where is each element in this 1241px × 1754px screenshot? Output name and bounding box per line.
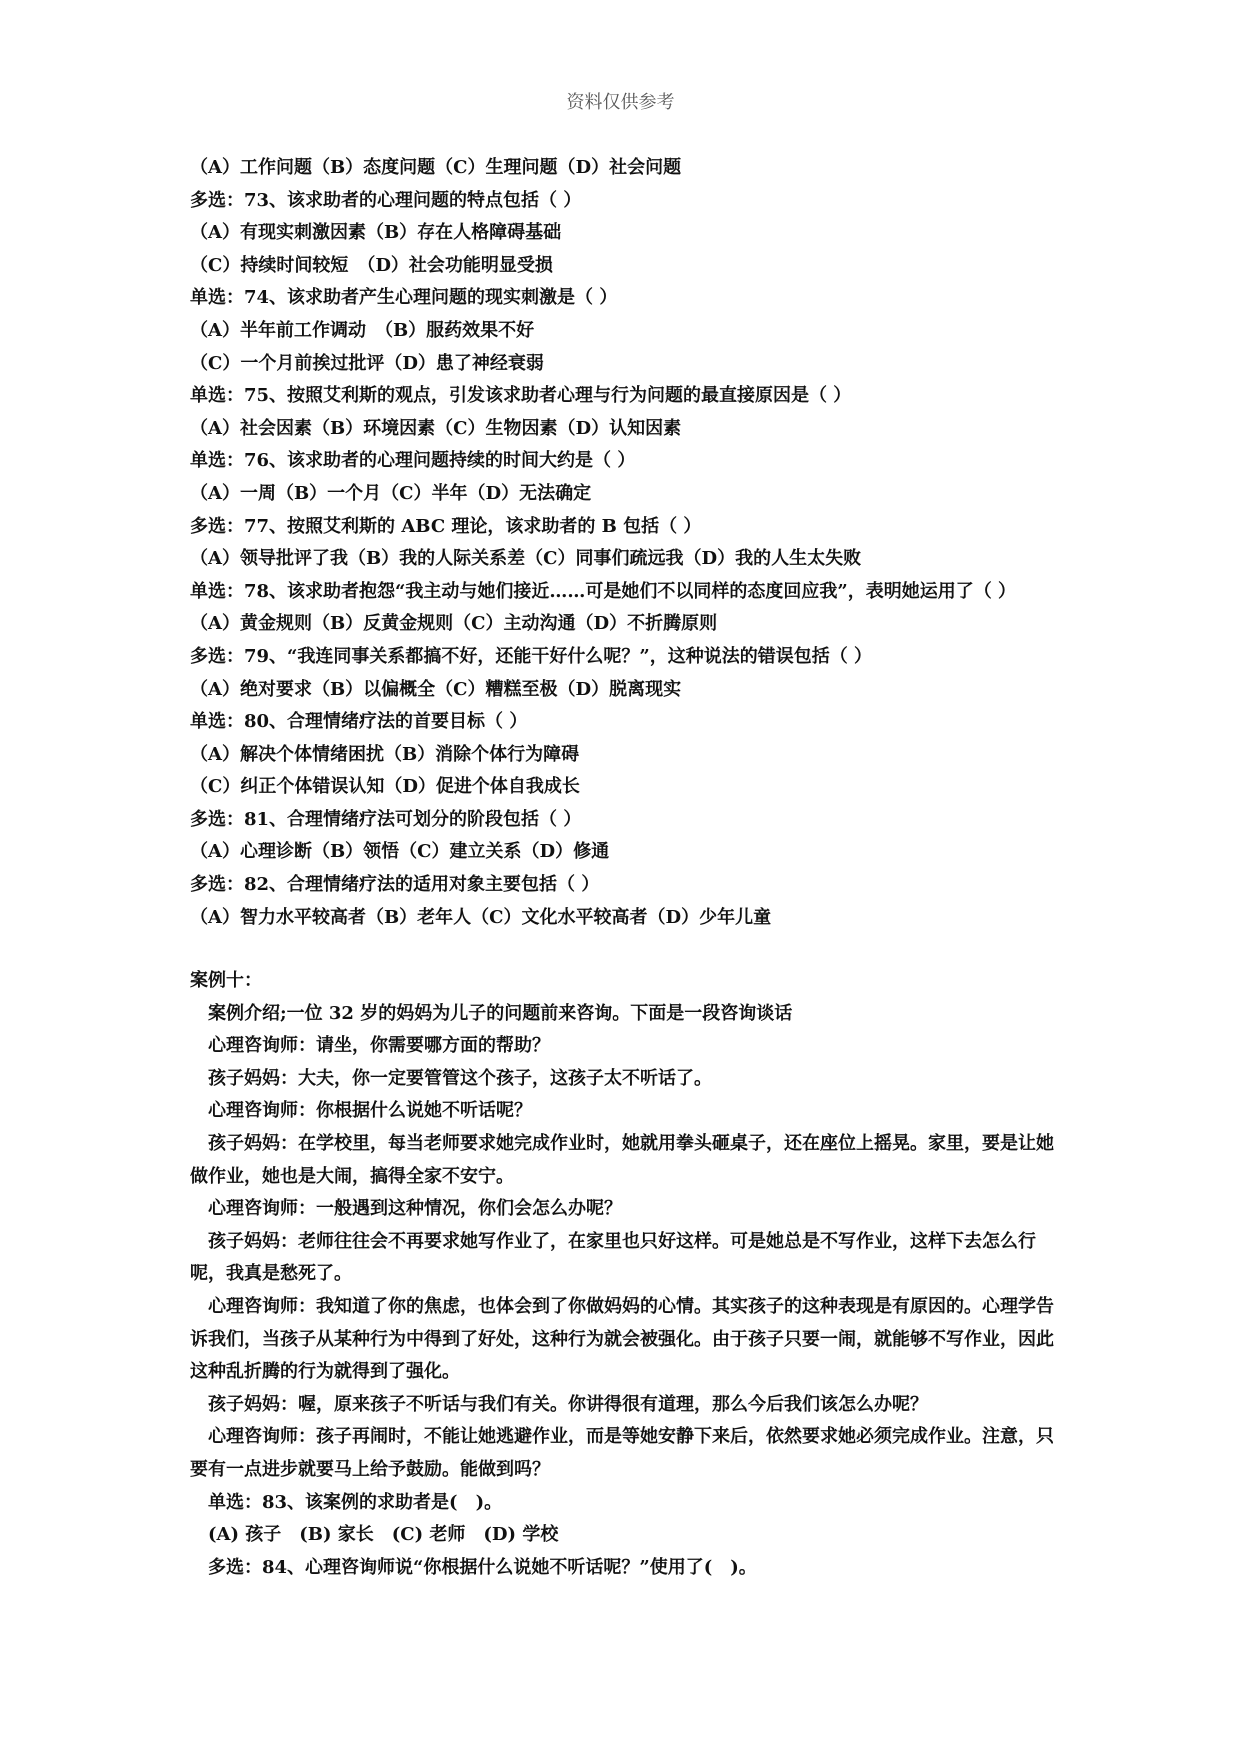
question-line: （A）社会因素（B）环境因素（C）生物因素（D）认知因素 xyxy=(190,417,682,439)
case-question: 多选：84、心理咨询师说“你根据什么说她不听话呢？”使用了( )。 xyxy=(208,1556,757,1578)
question-line: 多选：79、“我连同事关系都搞不好，还能干好什么呢？”，这种说法的错误包括（ ） xyxy=(190,645,873,667)
case-options: (A) 孩子 (B) 家长 (C) 老师 (D) 学校 xyxy=(208,1524,559,1546)
case-paragraph: 心理咨询师：一般遇到这种情况，你们会怎么办呢？ xyxy=(208,1198,622,1220)
question-list xyxy=(190,152,1060,934)
question-line: （C）纠正个体错误认知（D）促进个体自我成长 xyxy=(190,776,580,798)
question-line: （A）半年前工作调动 （B）服药效果不好 xyxy=(190,319,535,341)
question-line: 多选：73、该求助者的心理问题的特点包括（ ） xyxy=(190,189,582,211)
case-section xyxy=(190,965,1060,1584)
question-line: 单选：75、按照艾利斯的观点，引发该求助者心理与行为问题的最直接原因是（ ） xyxy=(190,385,852,407)
question-line: （C）持续时间较短 （D）社会功能明显受损 xyxy=(190,254,553,276)
case-paragraph: 案例介绍;一位 32 岁的妈妈为儿子的问题前来咨询。下面是一段咨询谈话 xyxy=(208,1002,793,1024)
question-line: （A）工作问题（B）态度问题（C）生理问题（D）社会问题 xyxy=(190,157,682,178)
question-line: （A）智力水平较高者（B）老年人（C）文化水平较高者（D）少年儿童 xyxy=(190,906,772,928)
case-paragraph: 孩子妈妈：喔，原来孩子不听话与我们有关。你讲得很有道理，那么今后我们该怎么办呢？ xyxy=(208,1393,928,1415)
question-line: 多选：82、合理情绪疗法的适用对象主要包括（ ） xyxy=(190,874,600,896)
question-line: 多选：81、合理情绪疗法可划分的阶段包括（ ） xyxy=(190,808,582,830)
case-paragraph: 孩子妈妈：在学校里，每当老师要求她完成作业时，她就用拳头砸桌子，还在座位上摇晃。家里，要是让她做作业，她也是大闹，搞得全家不安宁。 xyxy=(190,1132,1054,1187)
question-line: （A）绝对要求（B）以偏概全（C）糟糕至极（D）脱离现实 xyxy=(190,678,682,700)
question-line: 单选：76、该求助者的心理问题持续的时间大约是（ ） xyxy=(190,450,636,472)
question-line: （A）有现实刺激因素（B）存在人格障碍基础 xyxy=(190,222,562,244)
question-line: （C）一个月前挨过批评（D）患了神经衰弱 xyxy=(190,352,544,374)
question-line: 单选：80、合理情绪疗法的首要目标（ ） xyxy=(190,711,528,733)
question-line: （A）领导批评了我（B）我的人际关系差（C）同事们疏远我（D）我的人生太失败 xyxy=(190,548,862,570)
case-paragraph: 心理咨询师：孩子再闹时，不能让她逃避作业，而是等她安静下来后，依然要求她必须完成作业。注意，只要有一点进步就要马上给予鼓励。能做到吗？ xyxy=(190,1426,1054,1480)
case-title: 案例十： xyxy=(190,970,262,991)
case-paragraph: 孩子妈妈：大夫，你一定要管管这个孩子，这孩子太不听话了。 xyxy=(208,1067,712,1089)
case-question: 单选：83、该案例的求助者是( )。 xyxy=(208,1491,503,1513)
case-paragraph: 心理咨询师：你根据什么说她不听话呢？ xyxy=(208,1100,532,1122)
question-line: 单选：78、该求助者抱怨“我主动与她们接近……可是她们不以同样的态度回应我”，表明她运用了（ ） xyxy=(190,580,1017,602)
page-header: 资料仅供参考 xyxy=(566,92,675,113)
question-line: 多选：77、按照艾利斯的 ABC 理论，该求助者的 B 包括（ ） xyxy=(190,515,702,537)
case-paragraph: 孩子妈妈：老师往往会不再要求她写作业了，在家里也只好这样。可是她总是不写作业，这样下去怎么行呢，我真是愁死了。 xyxy=(190,1230,1036,1285)
question-line: （A）心理诊断（B）领悟（C）建立关系（D）修通 xyxy=(190,841,610,863)
question-line: 单选：74、该求助者产生心理问题的现实刺激是（ ） xyxy=(190,287,618,309)
case-paragraph: 心理咨询师：我知道了你的焦虑，也体会到了你做妈妈的心情。其实孩子的这种表现是有原因的。心理学告诉我们，当孩子从某种行为中得到了好处，这种行为就会被强化。由于孩子只要一闹，就能够不写作业，因此这种乱折腾的行为就得到了强化。 xyxy=(190,1295,1054,1383)
question-line: （A）黄金规则（B）反黄金规则（C）主动沟通（D）不折腾原则 xyxy=(190,613,718,635)
question-line: （A）解决个体情绪困扰（B）消除个体行为障碍 xyxy=(190,743,580,765)
question-line: （A）一周（B）一个月（C）半年（D）无法确定 xyxy=(190,482,592,504)
case-paragraph: 心理咨询师：请坐，你需要哪方面的帮助？ xyxy=(208,1035,550,1057)
